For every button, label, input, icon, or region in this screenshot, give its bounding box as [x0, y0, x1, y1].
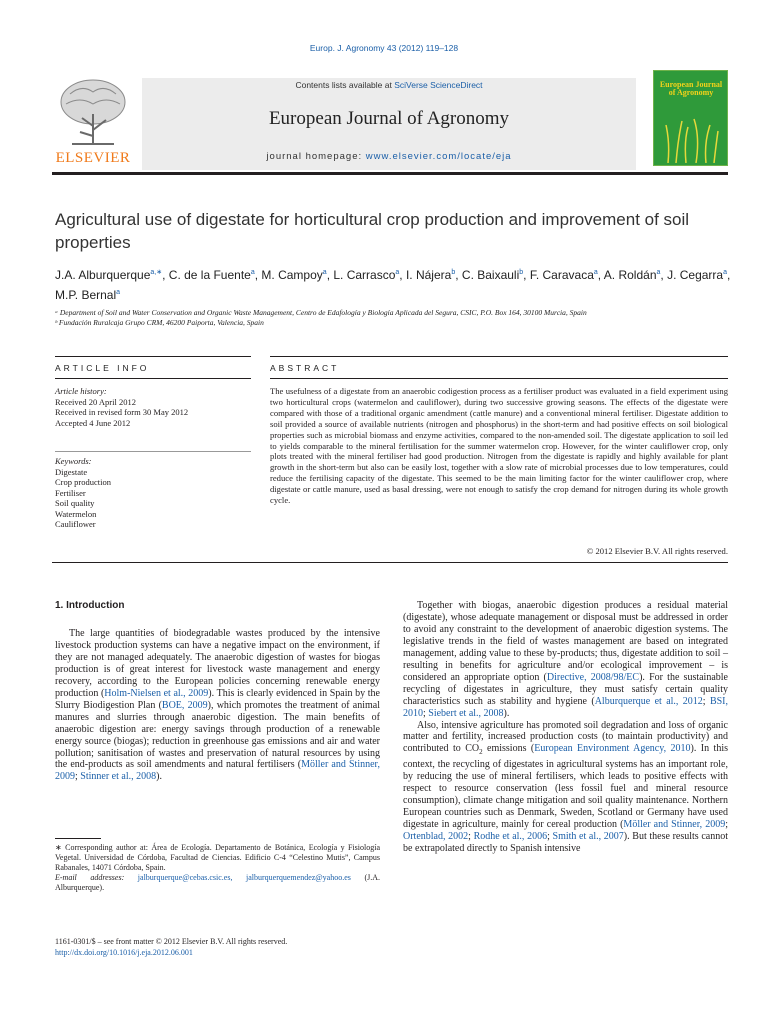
body-text: ;	[725, 819, 728, 831]
keyword: Watermelon	[55, 508, 97, 519]
email-label: E-mail addresses:	[55, 873, 125, 882]
article-history	[55, 386, 251, 428]
journal-cover-thumbnail[interactable]	[653, 70, 728, 166]
elsevier-wordmark: ELSEVIER	[55, 150, 131, 166]
author-name[interactable]: A. Roldán	[603, 268, 657, 282]
affiliation-marker[interactable]: a	[116, 289, 121, 296]
author-name[interactable]: C. de la Fuente	[168, 268, 251, 282]
author-name[interactable]: M.P. Bernal	[55, 288, 117, 302]
section-heading-introduction: 1. Introduction	[55, 600, 125, 611]
history-heading: Article history:	[55, 386, 107, 396]
affiliation-marker[interactable]: a	[593, 269, 598, 276]
affiliations	[55, 308, 735, 328]
article-info-label: ARTICLE INFO	[55, 363, 150, 373]
footnote-rule	[55, 838, 101, 839]
keyword: Crop production	[55, 477, 111, 487]
body-text: ). In this context, the recycling of digestates in agricultural systems has an important role, by reducing the use of mineral fertilisers, which leads to positive effects with respect to resource conservation (less fossil fuel and mineral resource consumption), climate change mitigation and soil quality maintenance. Northern European countries such as Denmark, Sweden, Scotland or Germany have used digestate in agriculture, mainly for cereal production (	[403, 743, 729, 831]
citation-link[interactable]: Smith et al., 2007	[552, 831, 624, 843]
citation-link[interactable]: BSI, 2010	[403, 695, 728, 719]
body-text: ). For the sustainable recycling of digestates in agriculture, they must satisfy certain quality characteristics such as stability and hygiene (	[403, 671, 728, 707]
revised-date: Received in revised form 30 May 2012	[55, 407, 189, 417]
email-line	[55, 873, 380, 893]
keyword: Fertiliser	[55, 487, 86, 498]
author-name[interactable]: J.A. Alburquerque	[55, 268, 151, 282]
email-link[interactable]: jalburquerque@cebas.csic.es, jalburquerquemendez@yahoo.es	[137, 873, 351, 882]
divider	[270, 356, 728, 357]
abstract-label: ABSTRACT	[270, 363, 340, 373]
homepage-prefix: journal homepage:	[266, 151, 366, 162]
citation-link[interactable]: Möller and Stinner, 2009	[623, 819, 726, 831]
paragraph	[403, 720, 728, 855]
citation-link[interactable]: Holm-Nielsen et al., 2009	[104, 687, 209, 699]
citation-link[interactable]: Siebert et al., 2008	[428, 707, 504, 719]
affiliation-marker[interactable]: a	[322, 269, 327, 276]
accepted-date: Accepted 4 June 2012	[55, 417, 131, 428]
body-text: ;	[423, 707, 429, 719]
body-text: ;	[547, 831, 553, 843]
received-date: Received 20 April 2012	[55, 396, 136, 407]
author-name[interactable]: J. Cegarra	[667, 268, 724, 282]
paragraph	[403, 600, 728, 720]
body-column-right	[403, 600, 728, 855]
abstract-copyright: © 2012 Elsevier B.V. All rights reserved.	[586, 546, 728, 556]
homepage-link[interactable]: www.elsevier.com/locate/eja	[365, 151, 512, 162]
abstract-text: The usefulness of a digestate from an anaerobic codigestion process as a fertiliser product was evaluated in a field experiment using two horticultural crops (watermelon and cauliflower), during two successive growing seasons. The effects of the digestate were compared with those of a traditional organic amendment (cattle manure) and a conventional mineral fertiliser. Digestate addition to soil provided a source of available nutrients (nitrogen and phosphorus) in the short-term and had positive effects on soil biological properties such as microbial biomass and enzyme activities, compared to the non-amended soil. The digestate application to soil led to yields comparable to the mineral fertilisation for the summer watermelon crop. However, for the winter cauliflower crop, only plots treated with the mineral fertiliser had good production. Nitrogen from the digestate is rapidly and highly available for plant growth in the short-term but also can be easily lost, together with a slow rate of microbial processes due to low temperatures, could reduce the fertilising capacity of the digestate. This seemed to be the main limiting factor for the winter cauliflower crop, where digestate or cattle manure, used as basal dressing, were not enough to satisfy the crop demand for nitrogen during its whole growth cycle.	[270, 386, 728, 506]
body-text: ;	[468, 831, 474, 843]
divider	[55, 378, 251, 379]
body-text: ;	[702, 695, 710, 707]
affiliation-marker[interactable]: a	[656, 269, 661, 276]
footnote	[55, 843, 380, 893]
journal-homepage	[142, 151, 636, 162]
keywords-heading: Keywords:	[55, 456, 92, 466]
cover-title: European Journal of Agronomy	[659, 80, 723, 97]
affiliation-a: ᵃ Department of Soil and Water Conservation and Organic Waste Management, Centro de Edafología y Biología Aplicada del Segura, CSIC, P.O. Box 164, 30100 Murcia, Spain	[55, 308, 587, 317]
body-text: ). This is clearly evidenced in Spain by the Slurry Biodigestion Plan (	[55, 687, 380, 711]
front-matter	[55, 936, 380, 958]
citation-link[interactable]: Alburquerque et al., 2012	[594, 695, 703, 707]
body-text: Also, intensive agriculture has promoted soil degradation and loss of organic matter and fertility, increased production costs (to maintain productivity) and contributed to CO	[403, 719, 728, 755]
affiliation-b: ᵇ Fundación Ruralcaja Grupo CRM, 46200 Paiporta, Valencia, Spain	[55, 318, 264, 327]
author-name[interactable]: L. Carrasco	[333, 268, 396, 282]
body-text: ). But these results cannot be extrapolated directly to Spanish intensive	[403, 831, 728, 855]
affiliation-marker[interactable]: b	[519, 269, 524, 276]
body-text: ;	[75, 771, 81, 783]
body-column-left	[55, 628, 380, 783]
doi-link[interactable]: http://dx.doi.org/10.1016/j.eja.2012.06.001	[55, 948, 193, 957]
citation-link[interactable]: European Environment Agency, 2010	[534, 743, 691, 755]
citation-link[interactable]: Möller and Stinner, 2009	[55, 759, 380, 783]
divider	[55, 356, 251, 357]
header-rule	[52, 172, 728, 175]
issn-line: 1161-0301/$ – see front matter © 2012 Elsevier B.V. All rights reserved.	[55, 937, 288, 946]
body-text: ), which promotes the treatment of animal manures and slurries through anaerobic digestion. The main benefits of anaerobic digestion are: energy savings through production of a renewable energy source (biogas); reduction in greenhouse gas emissions and air and water pollution; sanitisation of wastes and preservation of natural resources by using the end-products as soil amendments and natural fertilisers (	[55, 699, 380, 771]
affiliation-marker[interactable]: a,∗	[150, 269, 163, 276]
author-name[interactable]: C. Baixauli	[461, 268, 520, 282]
divider	[55, 451, 251, 452]
citation-link[interactable]: BOE, 2009	[161, 699, 208, 711]
contents-line	[142, 80, 636, 90]
body-text: ).	[156, 771, 162, 783]
journal-title: European Journal of Agronomy	[268, 108, 510, 129]
affiliation-marker[interactable]: a	[250, 269, 255, 276]
citation-link[interactable]: Ortenblad, 2002	[403, 831, 469, 843]
affiliation-marker[interactable]: a	[723, 269, 728, 276]
citation-link[interactable]: Directive, 2008/98/EC	[546, 671, 640, 683]
author-name[interactable]: F. Caravaca	[529, 268, 594, 282]
corresponding-author-note: ∗ Corresponding author at: Área de Ecología. Departamento de Botánica, Ecología y Fisiología Vegetal. Universidad de Córdoba, Facultad de Ciencias. Edificio C-4 “Celestino Mutis”, Campus Rabanales, 14071 Córdoba, Spain.	[55, 843, 380, 872]
keyword: Cauliflower	[55, 519, 96, 529]
body-text: ).	[503, 707, 510, 719]
author-list: J.A. Alburquerque$^{a,∗}$, C. de la Fuente$^a$, M. Campoy$^a$, L. Carrasco$^a$, I. Nájera$^b$, C. Baixauli$^b$, F. Caravaca$^a$, A. Roldán$^a$, J. Cegarra$^a$, M.P. Bernal$^a$	[55, 268, 731, 302]
body-text: The large quantities of biodegradable wastes produced by the intensive livestock production systems can have a negative impact on the environment, if they are not managed adequately. The anaerobic digestion of wastes for biogas production is of great interest for livestock waste management and energy recovery, according to the European policies concerning renewable energy production (	[55, 628, 380, 699]
subscript: 2	[479, 748, 483, 757]
affiliation-marker[interactable]: b	[451, 269, 456, 276]
contents-prefix: Contents lists available at	[295, 80, 395, 90]
divider	[52, 562, 728, 563]
sciencedirect-link[interactable]: SciVerse ScienceDirect	[394, 80, 483, 90]
cover-grass-icon	[660, 115, 722, 163]
journal-reference[interactable]: Europ. J. Agronomy 43 (2012) 119–128	[309, 43, 459, 53]
keyword: Digestate	[55, 466, 88, 477]
keyword: Soil quality	[55, 498, 95, 508]
email-owner: (J.A. Alburquerque).	[55, 873, 380, 892]
body-text: emissions (	[482, 743, 535, 755]
body-text: Together with biogas, anaerobic digestion produces a residual material (digestate), whose adequate management or disposal must be addressed in order to avoid any constraint to the development of anaerobic digestion systems. The legislative trends in the field of wastes management are based on integrated management, adding value to these by-products; thus, digestate addition to soil – resulting in benefits for agriculture and/or ecological improvement – is considered an appropriate option (	[403, 600, 728, 683]
article-title: Agricultural use of digestate for horticultural crop production and improvement of soil properties	[55, 210, 690, 252]
affiliation-marker[interactable]: a	[395, 269, 400, 276]
author-name[interactable]: M. Campoy	[261, 268, 323, 282]
citation-link[interactable]: Stinner et al., 2008	[80, 771, 157, 783]
keywords	[55, 456, 251, 530]
divider	[270, 378, 728, 379]
citation-link[interactable]: Rodhe et al., 2006	[473, 831, 548, 843]
author-name[interactable]: I. Nájera	[405, 268, 452, 282]
